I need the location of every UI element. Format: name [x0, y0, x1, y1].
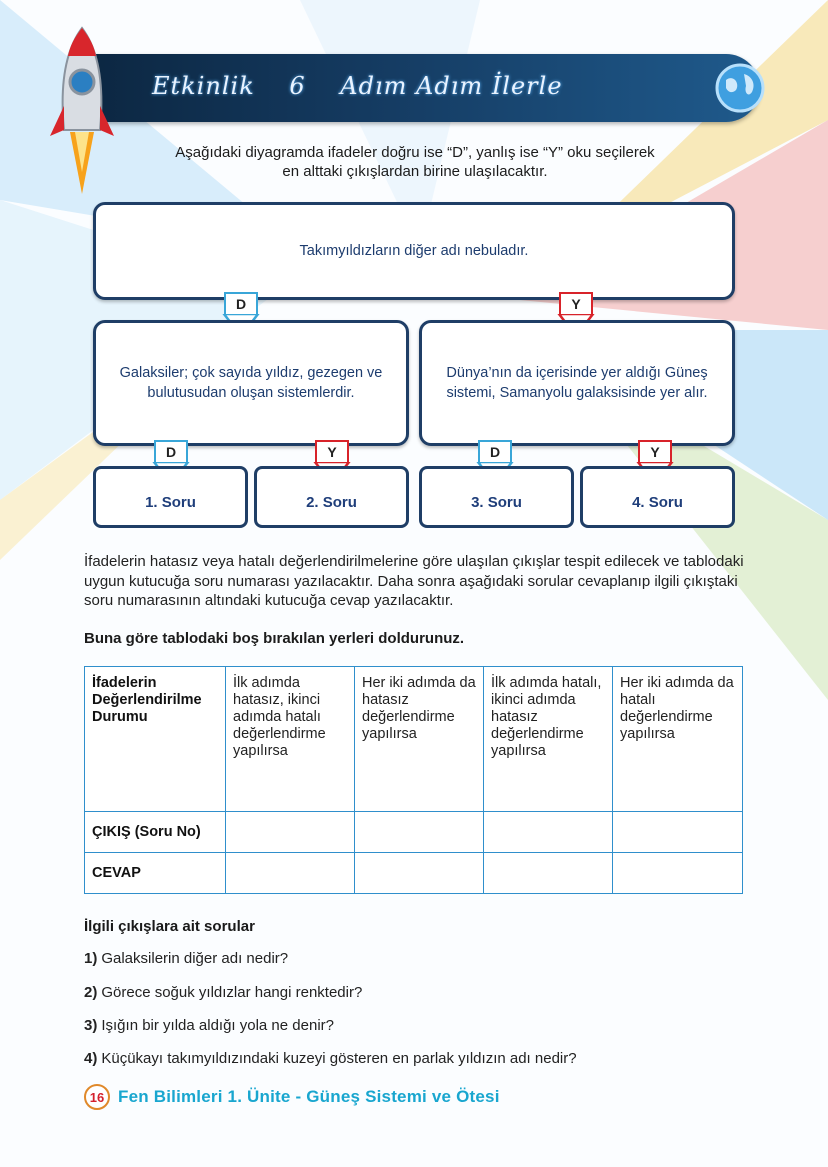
table-column-header: İlk adımda hatasız, ikinci adımda hatalı değerlendirme yapılırsa — [226, 667, 355, 812]
statement-top-text: Takımyıldızların diğer adı nebuladır. — [299, 243, 529, 259]
activity-title: Adım Adım İlerle — [340, 72, 563, 100]
statement-top — [93, 202, 735, 300]
rocket-icon — [46, 26, 118, 196]
intro-line-2: en alttaki çıkışlardan birine ulaşılacaktır. — [282, 163, 548, 180]
globe-icon — [714, 62, 766, 114]
table-column-header: İlk adımda hatalı, ikinci adımda hatasız değerlendirme yapılırsa — [484, 667, 613, 812]
exit-3: 3. Soru — [419, 466, 574, 528]
statement-right-text: Dünya’nın da içerisinde yer aldığı Güneş sistemi, Samanyolu galaksisinde yer alır. — [446, 365, 708, 401]
question-text: Küçükayı takımyıldızındaki kuzeyi gösteren en parlak yıldızın adı nedir? — [101, 1050, 577, 1067]
footer-text: Fen Bilimleri 1. Ünite - Güneş Sistemi ve Ötesi — [118, 1087, 500, 1106]
tag-y-right: Y — [638, 440, 672, 462]
question-number: 2) — [84, 984, 98, 1001]
explanation-paragraph: İfadelerin hatasız veya hatalı değerlendirilmelerine göre ulaşılan çıkışlar tespit edilecek ve tablodaki uygun kutucuğa soru numarası yazılacaktır. Daha sonra aşağıdaki sorular cevaplanıp ilgili çıkıştaki soru numarasının altındaki kutucuğa cevap yazılacaktır. — [84, 553, 744, 609]
tag-d-top: D — [224, 292, 258, 314]
question-number: 3) — [84, 1017, 98, 1034]
tag-d-left: D — [154, 440, 188, 462]
banner-title — [152, 72, 589, 100]
table-row — [85, 853, 743, 894]
question-item — [84, 1017, 334, 1034]
exit-answer-cell-3[interactable] — [484, 812, 613, 853]
activity-label: Etkinlik — [152, 72, 255, 100]
question-item — [84, 984, 362, 1001]
answer-row-label: CEVAP — [85, 853, 226, 894]
answer-cell-2[interactable] — [355, 853, 484, 894]
exit-answer-cell-1[interactable] — [226, 812, 355, 853]
table-header-label: İfadelerin Değerlendirilme Durumu — [85, 667, 226, 812]
answer-cell-3[interactable] — [484, 853, 613, 894]
page-footer — [84, 1084, 500, 1110]
question-number: 1) — [84, 950, 98, 967]
answer-cell-4[interactable] — [613, 853, 743, 894]
exit-answer-cell-4[interactable] — [613, 812, 743, 853]
question-number: 4) — [84, 1050, 98, 1067]
table-column-header: Her iki adımda da hatalı değerlendirme yapılırsa — [613, 667, 743, 812]
table-column-header: Her iki adımda da hatasız değerlendirme yapılırsa — [355, 667, 484, 812]
activity-number: 6 — [289, 72, 306, 100]
question-item — [84, 1050, 577, 1067]
tag-y-top: Y — [559, 292, 593, 314]
question-text: Galaksilerin diğer adı nedir? — [101, 950, 289, 967]
table-row — [85, 812, 743, 853]
tag-y-left: Y — [315, 440, 349, 462]
question-text: Işığın bir yılda aldığı yola ne denir? — [101, 1017, 334, 1034]
exit-4: 4. Soru — [580, 466, 735, 528]
question-item — [84, 950, 288, 967]
table-row — [85, 667, 743, 812]
exit-1: 1. Soru — [93, 466, 248, 528]
statement-left-text: Galaksiler; çok sayıda yıldız, gezegen ve bulutusudan oluşan sistemlerdir. — [119, 365, 383, 401]
question-text: Görece soğuk yıldızlar hangi renktedir? — [101, 984, 363, 1001]
answer-table — [84, 666, 743, 894]
answer-cell-1[interactable] — [226, 853, 355, 894]
intro-text — [120, 143, 710, 181]
statement-left — [93, 320, 409, 446]
tag-d-right: D — [478, 440, 512, 462]
statement-right — [419, 320, 735, 446]
page-number: 16 — [84, 1084, 110, 1110]
exit-answer-cell-2[interactable] — [355, 812, 484, 853]
questions-title: İlgili çıkışlara ait sorular — [84, 918, 255, 935]
exit-2: 2. Soru — [254, 466, 409, 528]
instruction: Buna göre tablodaki boş bırakılan yerleri doldurunuz. — [84, 630, 465, 647]
intro-line-1: Aşağıdaki diyagramda ifadeler doğru ise “D”, yanlış ise “Y” oku seçilerek — [175, 144, 655, 161]
exit-row-label: ÇIKIŞ (Soru No) — [85, 812, 226, 853]
